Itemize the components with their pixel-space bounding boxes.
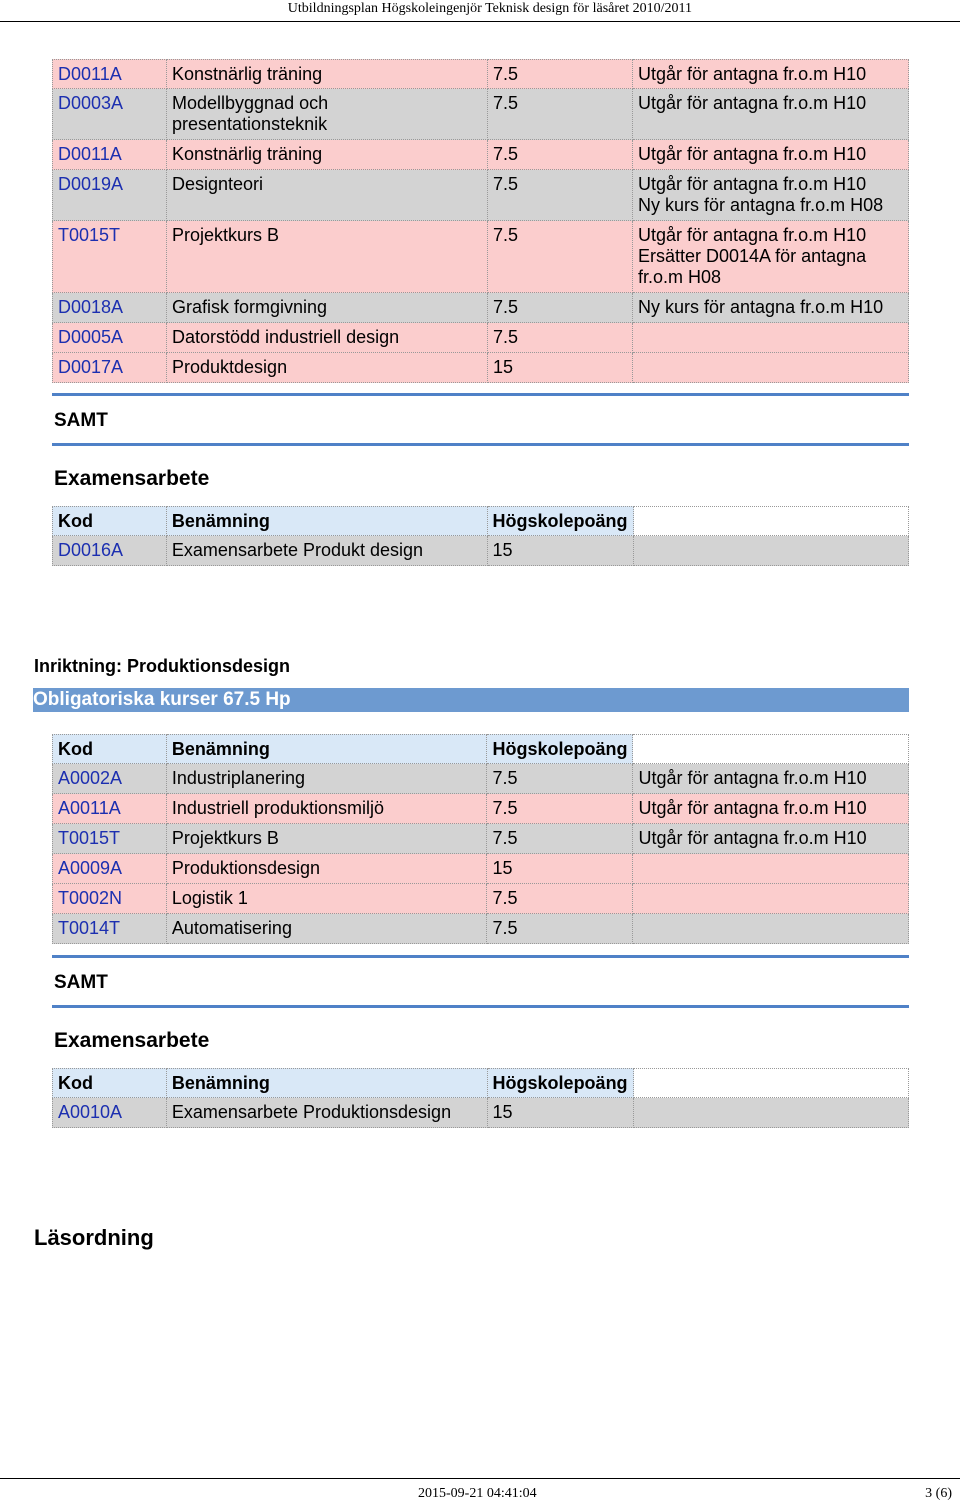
obligatoriska-heading: Obligatoriska kurser 67.5 Hp (33, 688, 909, 712)
course-name: Industriplanering (167, 764, 488, 794)
course-credits: 7.5 (487, 824, 633, 854)
course-code: D0018A (52, 293, 167, 323)
course-code: T0014T (52, 914, 167, 944)
footer-page-number: 3 (6) (925, 1486, 952, 1501)
samt-heading: SAMT (54, 972, 108, 993)
course-name: Examensarbete Produktionsdesign (167, 1098, 488, 1128)
course-credits: 7.5 (488, 323, 633, 353)
course-credits: 7.5 (488, 59, 633, 89)
course-note-text: Utgår för antagna fr.o.m H10 Ersätter D0014A för antagna fr.o.m H08 (638, 225, 867, 287)
course-credits: 7.5 (488, 221, 633, 293)
course-name: Produktdesign (167, 353, 488, 383)
course-credits: 7.5 (487, 764, 633, 794)
course-name: Logistik 1 (167, 884, 488, 914)
course-note: Utgår för antagna fr.o.m H10 (633, 764, 909, 794)
table-row (52, 140, 909, 170)
course-note: Utgår för antagna fr.o.m H10 (633, 140, 909, 170)
course-name: Industriell produktionsmiljö (167, 794, 488, 824)
course-note (633, 353, 909, 383)
course-name: Konstnärlig träning (167, 59, 488, 89)
column-header-empty (633, 734, 909, 764)
table-row (52, 854, 909, 884)
course-code: D0011A (52, 59, 167, 89)
course-note (633, 854, 909, 884)
inriktning-heading: Inriktning: Produktionsdesign (34, 656, 290, 676)
course-table-produktion (52, 734, 909, 944)
section-divider (52, 955, 909, 958)
course-code: T0002N (52, 884, 167, 914)
course-name: Konstnärlig träning (167, 140, 488, 170)
course-note (633, 323, 909, 353)
footer-divider (0, 1478, 960, 1479)
table-row (52, 89, 909, 140)
table-row (52, 353, 909, 383)
course-credits: 15 (487, 854, 633, 884)
course-code: T0015T (52, 221, 167, 293)
examensarbete-table (52, 506, 909, 566)
course-name: Projektkurs B (167, 221, 488, 293)
section-divider (52, 443, 909, 446)
column-header-hogskolepoang: Högskolepoäng (488, 506, 634, 536)
course-note (633, 884, 909, 914)
course-name-text: Modellbyggnad och presentationsteknik (172, 93, 329, 134)
table-row (52, 824, 909, 854)
course-code: D0005A (52, 323, 167, 353)
course-name: Projektkurs B (167, 824, 488, 854)
section-divider (52, 1005, 909, 1008)
course-name: Designteori (167, 170, 488, 221)
examensarbete-table (52, 1068, 909, 1128)
examensarbete-heading: Examensarbete (54, 1029, 210, 1052)
table-row (52, 536, 909, 566)
course-name (167, 89, 488, 140)
table-header-row (52, 506, 909, 536)
course-credits: 15 (488, 353, 633, 383)
column-header-hogskolepoang: Högskolepoäng (488, 1068, 634, 1098)
course-note: Utgår för antagna fr.o.m H10 (633, 59, 909, 89)
table-row (52, 221, 909, 293)
course-note (633, 914, 909, 944)
table-row (52, 170, 909, 221)
course-note (634, 536, 909, 566)
course-code: D0016A (52, 536, 167, 566)
course-credits: 7.5 (488, 293, 633, 323)
section-divider (52, 393, 909, 396)
column-header-benamning: Benämning (167, 506, 488, 536)
page-header: Utbildningsplan Högskoleingenjör Teknisk design för läsåret 2010/2011 (0, 0, 960, 22)
course-credits: 7.5 (487, 884, 633, 914)
course-note: Utgår för antagna fr.o.m H10 (633, 794, 909, 824)
course-code: D0003A (52, 89, 167, 140)
lasordning-heading: Läsordning (34, 1225, 154, 1250)
table-row (52, 323, 909, 353)
course-credits: 7.5 (488, 170, 633, 221)
table-row (52, 59, 909, 89)
column-header-kod: Kod (52, 506, 167, 536)
column-header-hogskolepoang: Högskolepoäng (487, 734, 633, 764)
table-row (52, 293, 909, 323)
course-code: A0010A (52, 1098, 167, 1128)
course-name: Grafisk formgivning (167, 293, 488, 323)
course-note (634, 1098, 909, 1128)
course-note (633, 170, 909, 221)
table-row (52, 1098, 909, 1128)
course-credits: 7.5 (487, 914, 633, 944)
column-header-empty (634, 506, 909, 536)
course-name: Automatisering (167, 914, 488, 944)
table-row (52, 884, 909, 914)
table-header-row (52, 1068, 909, 1098)
course-credits: 15 (488, 536, 634, 566)
course-code: A0002A (52, 764, 167, 794)
column-header-kod: Kod (52, 1068, 167, 1098)
course-code: D0017A (52, 353, 167, 383)
course-note: Utgår för antagna fr.o.m H10 (633, 89, 909, 140)
course-table-top (52, 59, 909, 383)
course-note: Ny kurs för antagna fr.o.m H10 (633, 293, 909, 323)
column-header-benamning: Benämning (167, 734, 488, 764)
table-row (52, 914, 909, 944)
column-header-benamning: Benämning (167, 1068, 488, 1098)
table-header-row (52, 734, 909, 764)
course-name: Produktionsdesign (167, 854, 488, 884)
footer-date: 2015-09-21 04:41:04 (418, 1486, 537, 1501)
table-row (52, 764, 909, 794)
column-header-empty (634, 1068, 909, 1098)
course-name: Datorstödd industriell design (167, 323, 488, 353)
course-note (633, 221, 909, 293)
table-row (52, 794, 909, 824)
samt-heading: SAMT (54, 410, 108, 431)
course-code: A0009A (52, 854, 167, 884)
course-code: T0015T (52, 824, 167, 854)
column-header-kod: Kod (52, 734, 167, 764)
course-code: D0011A (52, 140, 167, 170)
course-credits: 7.5 (488, 140, 633, 170)
course-credits: 15 (488, 1098, 634, 1128)
examensarbete-heading: Examensarbete (54, 467, 210, 490)
course-note: Utgår för antagna fr.o.m H10 (633, 824, 909, 854)
course-code: D0019A (52, 170, 167, 221)
course-credits: 7.5 (487, 794, 633, 824)
course-credits: 7.5 (488, 89, 633, 140)
course-code: A0011A (52, 794, 167, 824)
course-note-text: Utgår för antagna fr.o.m H10 Ny kurs för antagna fr.o.m H08 (638, 174, 884, 215)
course-name: Examensarbete Produkt design (167, 536, 488, 566)
